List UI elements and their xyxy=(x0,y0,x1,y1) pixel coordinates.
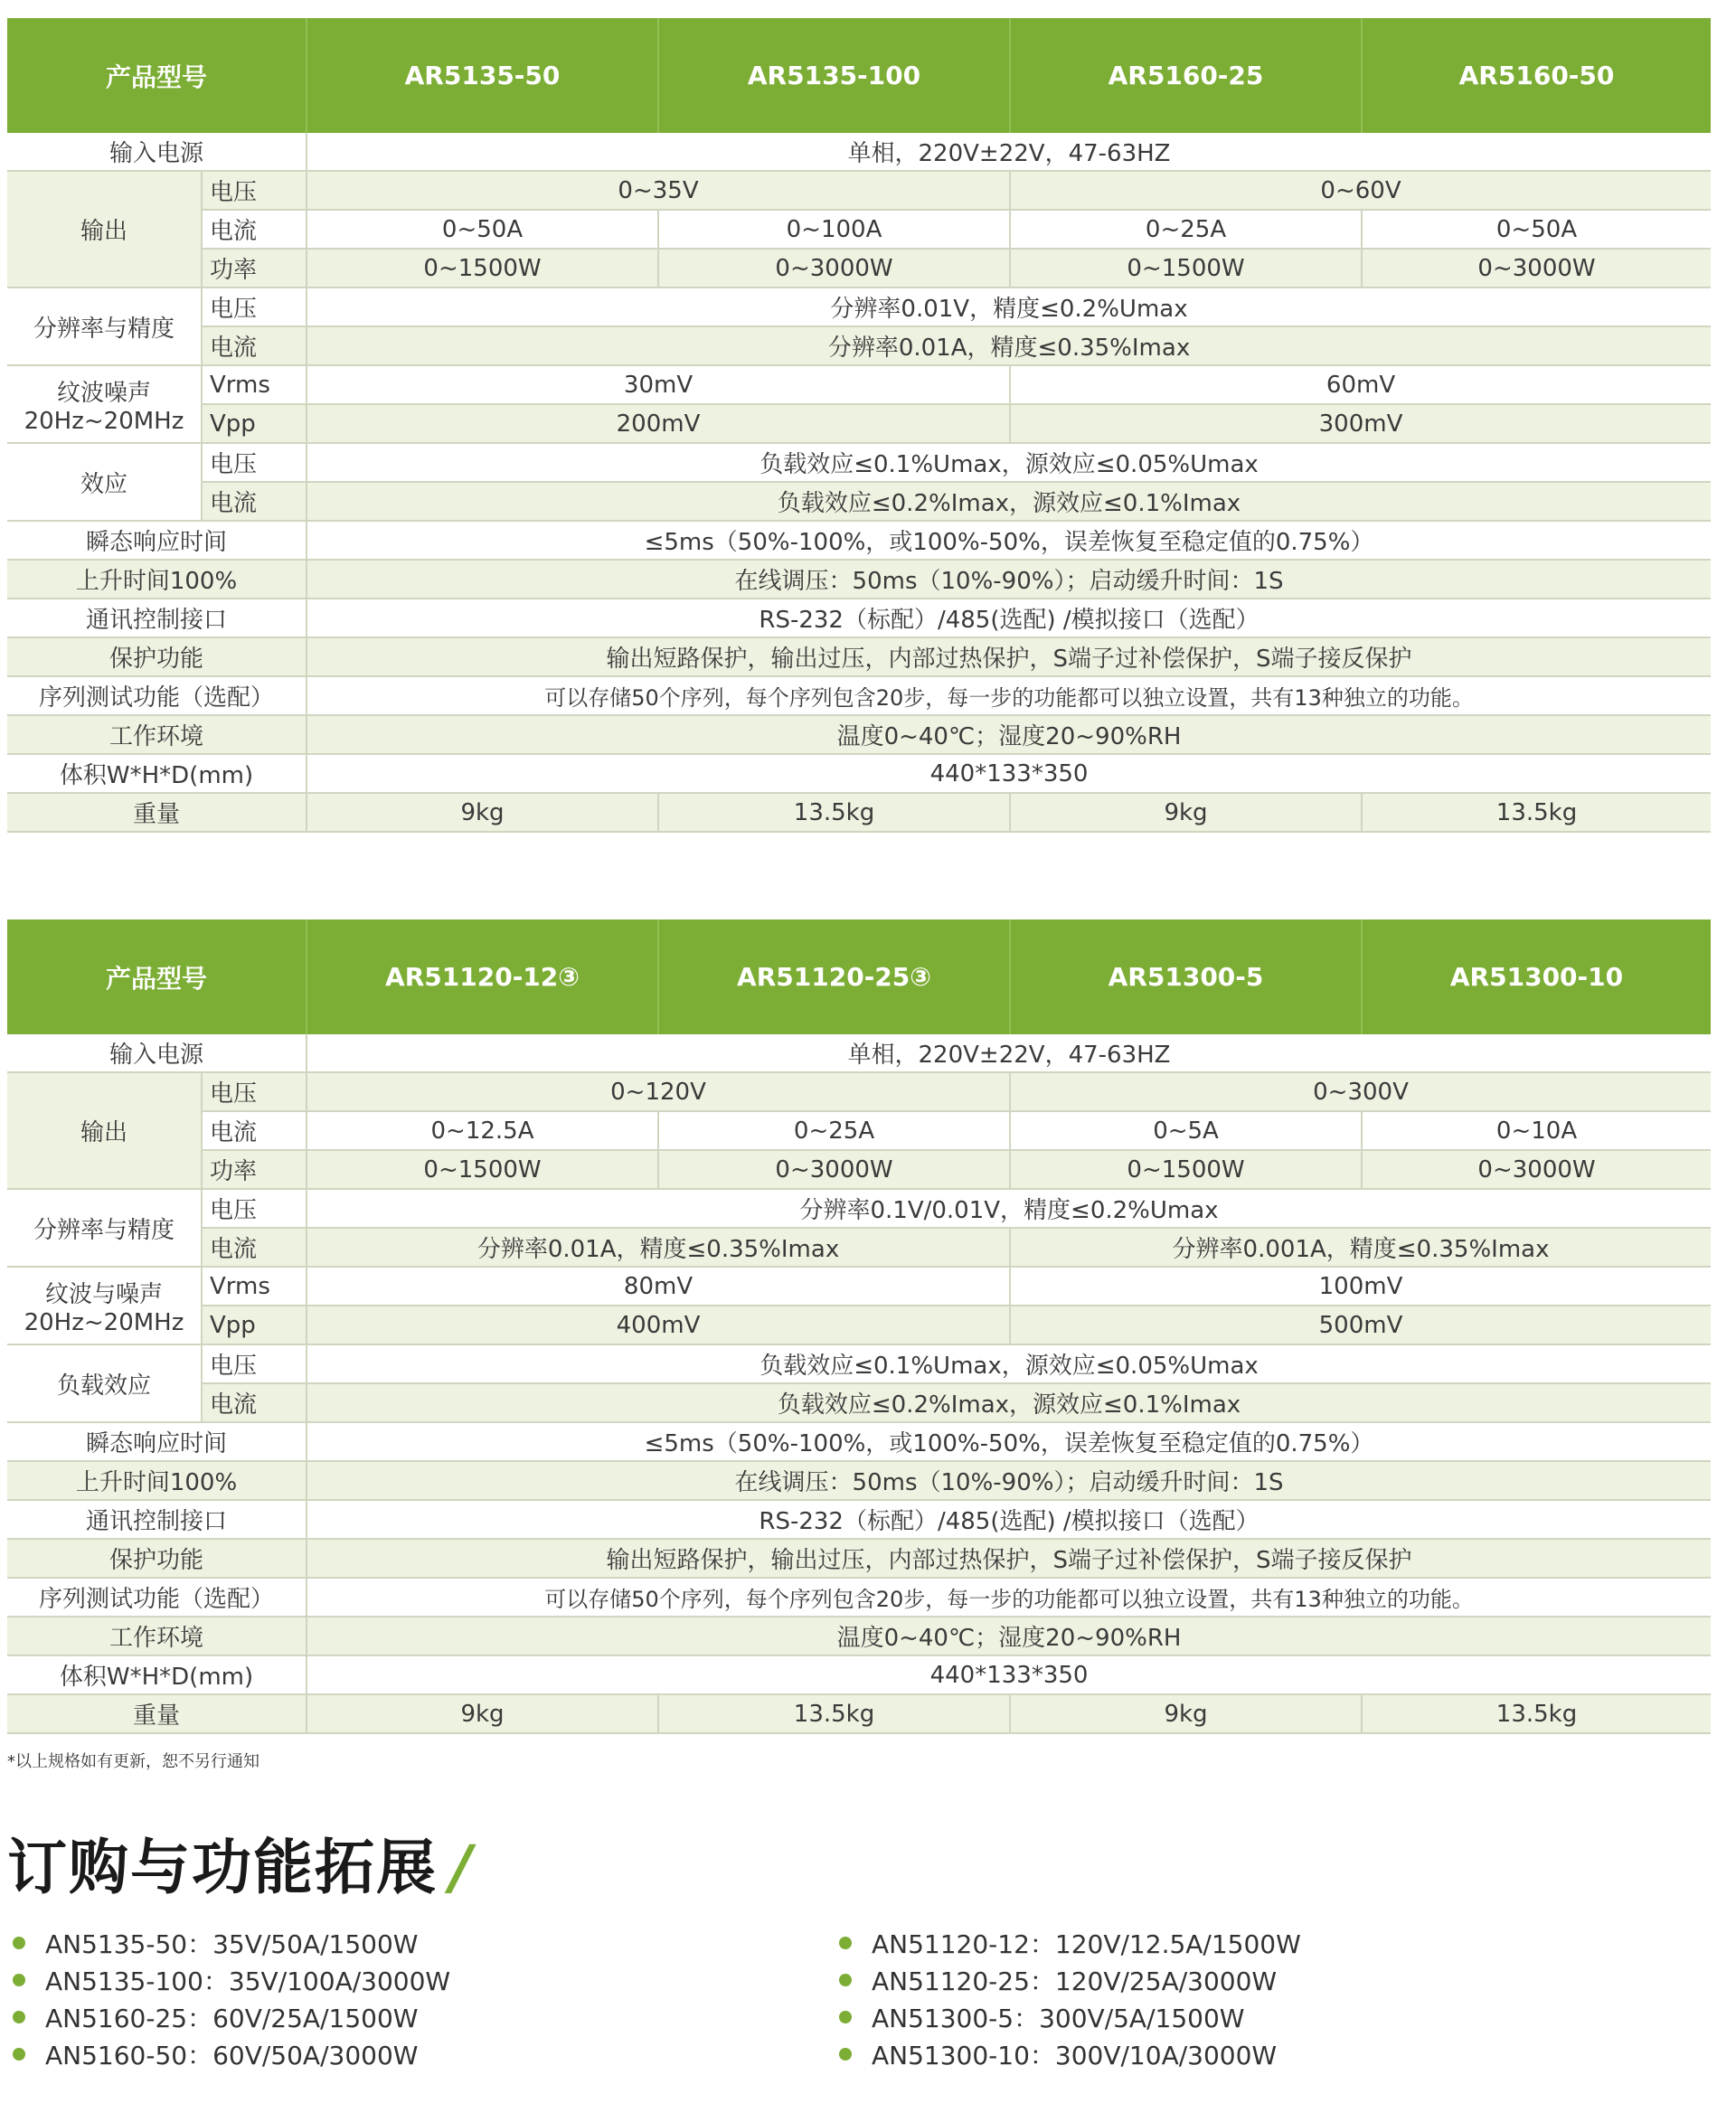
cell-value: 0~25A xyxy=(1010,210,1362,249)
sub-label: 电压 xyxy=(202,1344,307,1383)
effect-voltage-row xyxy=(7,1344,1711,1383)
output-voltage-row xyxy=(7,1072,1711,1111)
output-current-row xyxy=(7,1111,1711,1150)
bullet-icon xyxy=(13,2011,25,2023)
row-label: 输出 xyxy=(7,171,202,288)
cell-value: 9kg xyxy=(1010,793,1362,832)
cell-value: 9kg xyxy=(307,793,658,832)
row-label-line: 20Hz~20MHz xyxy=(24,1308,184,1336)
cell-value: 13.5kg xyxy=(1362,1694,1711,1733)
cell-value: 200mV xyxy=(307,404,1010,443)
row-label: 上升时间100% xyxy=(7,560,307,599)
cell-value: 0~50A xyxy=(307,210,658,249)
list-item-text: AN5160-25：60V/25A/1500W xyxy=(45,2003,419,2033)
row-label-line: 纹波噪声 xyxy=(56,379,151,407)
row-label: 负载效应 xyxy=(7,1344,202,1422)
row-label: 通讯控制接口 xyxy=(7,1500,307,1539)
cell-value: 负载效应≤0.2%Imax，源效应≤0.1%Imax xyxy=(307,482,1711,521)
sub-label: Vrms xyxy=(202,1267,307,1306)
sub-label: Vrms xyxy=(202,365,307,404)
cell-value: 分辨率0.001A，精度≤0.35%Imax xyxy=(1010,1228,1711,1267)
cell-value: ≤5ms（50%-100%，或100%-50%，误差恢复至稳定值的0.75%） xyxy=(307,521,1711,560)
cell-value: 可以存储50个序列，每个序列包含20步，每一步的功能都可以独立设置，共有13种独立的功能。 xyxy=(307,676,1711,715)
cell-value: 0~1500W xyxy=(1010,1150,1362,1189)
resolution-current-row xyxy=(7,326,1711,365)
ripple-vrms-row xyxy=(7,365,1711,404)
ripple-vrms-row xyxy=(7,1267,1711,1306)
cell-value: 分辨率0.01A，精度≤0.35%Imax xyxy=(307,1228,1010,1267)
list-item xyxy=(839,1924,1301,1961)
row-label: 保护功能 xyxy=(7,637,307,676)
row-label xyxy=(7,1267,202,1344)
cell-value: 温度0~40℃；湿度20~90%RH xyxy=(307,715,1711,754)
weight-row xyxy=(7,1694,1711,1733)
model-name: AR5160-50 xyxy=(1362,18,1711,133)
resolution-current-row xyxy=(7,1228,1711,1267)
model-name: AR5135-100 xyxy=(658,18,1010,133)
cell-value: 0~35V xyxy=(307,171,1010,210)
row-label: 重量 xyxy=(7,793,307,832)
spec-table-2 xyxy=(7,919,1711,1734)
output-voltage-row xyxy=(7,171,1711,210)
bullet-icon xyxy=(839,2011,852,2023)
effect-current-row xyxy=(7,1383,1711,1422)
sub-label: 电压 xyxy=(202,288,307,326)
cell-value: 400mV xyxy=(307,1306,1010,1344)
row-label: 重量 xyxy=(7,1694,307,1733)
cell-value: 0~3000W xyxy=(1362,1150,1711,1189)
model-name: AR51300-5 xyxy=(1010,919,1362,1034)
model-name: AR51120-25③ xyxy=(658,919,1010,1034)
list-item-text: AN51120-12：120V/12.5A/1500W xyxy=(872,1929,1301,1959)
cell-value: 0~10A xyxy=(1362,1111,1711,1150)
cell-value: 0~5A xyxy=(1010,1111,1362,1150)
list-item-text: AN51120-25：120V/25A/3000W xyxy=(872,1966,1278,1996)
cell-value: RS-232（标配）/485(选配) /模拟接口（选配） xyxy=(307,599,1711,637)
row-label: 分辨率与精度 xyxy=(7,1189,202,1267)
transient-row xyxy=(7,521,1711,560)
sub-label: 电流 xyxy=(202,210,307,249)
cell-value: 440*133*350 xyxy=(307,754,1711,793)
cell-value: 60mV xyxy=(1010,365,1711,404)
list-item-text: AN5135-100：35V/100A/3000W xyxy=(45,1966,451,1996)
sub-label: 电压 xyxy=(202,1072,307,1111)
weight-row xyxy=(7,793,1711,832)
cell-value: 100mV xyxy=(1010,1267,1711,1306)
cell-value: 负载效应≤0.2%Imax，源效应≤0.1%Imax xyxy=(307,1383,1711,1422)
environment-row xyxy=(7,715,1711,754)
cell-value: 0~60V xyxy=(1010,171,1711,210)
cell-value: 0~1500W xyxy=(1010,249,1362,288)
cell-value: 0~120V xyxy=(307,1072,1010,1111)
cell-value: 输出短路保护，输出过压，内部过热保护，S端子过补偿保护，S端子接反保护 xyxy=(307,1539,1711,1578)
sub-label: 电压 xyxy=(202,171,307,210)
cell-value: 0~100A xyxy=(658,210,1010,249)
cell-value: 0~50A xyxy=(1362,210,1711,249)
model-name: AR5160-25 xyxy=(1010,18,1362,133)
input-power-row xyxy=(7,1034,1711,1072)
sub-label: Vpp xyxy=(202,404,307,443)
cell-value: 300mV xyxy=(1010,404,1711,443)
spec-table-1 xyxy=(7,18,1711,833)
resolution-voltage-row xyxy=(7,288,1711,326)
row-label: 输出 xyxy=(7,1072,202,1189)
row-label: 工作环境 xyxy=(7,1617,307,1655)
row-label: 分辨率与精度 xyxy=(7,288,202,365)
sub-label: 电流 xyxy=(202,482,307,521)
row-label: 上升时间100% xyxy=(7,1461,307,1500)
cell-value: 在线调压：50ms（10%-90%）；启动缓升时间：1S xyxy=(307,560,1711,599)
bullet-icon xyxy=(13,1974,25,1986)
effect-current-row xyxy=(7,482,1711,521)
cell-value: 0~3000W xyxy=(658,249,1010,288)
list-item-text: AN51300-5：300V/5A/1500W xyxy=(872,2003,1245,2033)
header-row xyxy=(7,919,1711,1034)
output-power-row xyxy=(7,1150,1711,1189)
list-item xyxy=(13,1998,450,2035)
input-power-row xyxy=(7,133,1711,171)
bullet-icon xyxy=(839,1974,852,1986)
list-item xyxy=(13,2035,450,2072)
interface-row xyxy=(7,1500,1711,1539)
protection-row xyxy=(7,1539,1711,1578)
cell-value: 可以存储50个序列，每个序列包含20步，每一步的功能都可以独立设置，共有13种独立的功能。 xyxy=(307,1578,1711,1617)
cell-value: 单相，220V±22V，47-63HZ xyxy=(307,133,1711,171)
row-label: 保护功能 xyxy=(7,1539,307,1578)
bullet-icon xyxy=(839,2048,852,2061)
list-item-text: AN51300-10：300V/10A/3000W xyxy=(872,2040,1278,2070)
model-label: 产品型号 xyxy=(7,919,307,1034)
cell-value: 0~3000W xyxy=(1362,249,1711,288)
sub-label: 电流 xyxy=(202,1383,307,1422)
sequence-row xyxy=(7,1578,1711,1617)
transient-row xyxy=(7,1422,1711,1461)
row-label xyxy=(7,365,202,443)
row-label: 工作环境 xyxy=(7,715,307,754)
cell-value: 分辨率0.01V，精度≤0.2%Umax xyxy=(307,288,1711,326)
cell-value: 0~1500W xyxy=(307,249,658,288)
row-label: 输入电源 xyxy=(7,133,307,171)
cell-value: 分辨率0.01A，精度≤0.35%Imax xyxy=(307,326,1711,365)
list-item xyxy=(13,1961,450,1998)
list-item-text: AN5135-50：35V/50A/1500W xyxy=(45,1929,419,1959)
row-label: 通讯控制接口 xyxy=(7,599,307,637)
interface-row xyxy=(7,599,1711,637)
list-item-text: AN5160-50：60V/50A/3000W xyxy=(45,2040,419,2070)
row-label: 序列测试功能（选配） xyxy=(7,1578,307,1617)
row-label: 序列测试功能（选配） xyxy=(7,676,307,715)
cell-value: 9kg xyxy=(307,1694,658,1733)
cell-value: 0~300V xyxy=(1010,1072,1711,1111)
cell-value: 30mV xyxy=(307,365,1010,404)
cell-value: 负载效应≤0.1%Umax，源效应≤0.05%Umax xyxy=(307,1344,1711,1383)
resolution-voltage-row xyxy=(7,1189,1711,1228)
ordering-title xyxy=(7,1819,474,1905)
list-item xyxy=(13,1924,450,1961)
output-current-row xyxy=(7,210,1711,249)
sub-label: 功率 xyxy=(202,249,307,288)
sub-label: 电压 xyxy=(202,443,307,482)
cell-value: 温度0~40℃；湿度20~90%RH xyxy=(307,1617,1711,1655)
cell-value: 80mV xyxy=(307,1267,1010,1306)
model-label: 产品型号 xyxy=(7,18,307,133)
list-item xyxy=(839,1961,1301,1998)
row-label: 体积W*H*D(mm) xyxy=(7,754,307,793)
cell-value: 13.5kg xyxy=(658,1694,1010,1733)
row-label: 瞬态响应时间 xyxy=(7,521,307,560)
bullet-icon xyxy=(13,1937,25,1949)
cell-value: 440*133*350 xyxy=(307,1655,1711,1694)
sequence-row xyxy=(7,676,1711,715)
output-power-row xyxy=(7,249,1711,288)
cell-value: 单相，220V±22V，47-63HZ xyxy=(307,1034,1711,1072)
cell-value: ≤5ms（50%-100%，或100%-50%，误差恢复至稳定值的0.75%） xyxy=(307,1422,1711,1461)
cell-value: 0~25A xyxy=(658,1111,1010,1150)
footnote: *以上规格如有更新，恕不另行通知 xyxy=(7,1752,259,1771)
sub-label: 电流 xyxy=(202,326,307,365)
bullet-icon xyxy=(13,2048,25,2061)
ordering-list-right xyxy=(839,1924,1301,2072)
rise-time-row xyxy=(7,1461,1711,1500)
row-label: 效应 xyxy=(7,443,202,521)
row-label: 瞬态响应时间 xyxy=(7,1422,307,1461)
sub-label: 电压 xyxy=(202,1189,307,1228)
sub-label: 功率 xyxy=(202,1150,307,1189)
list-item xyxy=(839,2035,1301,2072)
ripple-vpp-row xyxy=(7,1306,1711,1344)
cell-value: 0~12.5A xyxy=(307,1111,658,1150)
model-name: AR5135-50 xyxy=(307,18,658,133)
cell-value: 在线调压：50ms（10%-90%）；启动缓升时间：1S xyxy=(307,1461,1711,1500)
row-label-line: 纹波与噪声 xyxy=(44,1280,163,1308)
sub-label: Vpp xyxy=(202,1306,307,1344)
row-label: 输入电源 xyxy=(7,1034,307,1072)
model-name: AR51120-12③ xyxy=(307,919,658,1034)
ordering-list-left xyxy=(13,1924,450,2072)
sub-label: 电流 xyxy=(202,1111,307,1150)
list-item xyxy=(839,1998,1301,2035)
row-label: 体积W*H*D(mm) xyxy=(7,1655,307,1694)
cell-value: 负载效应≤0.1%Umax，源效应≤0.05%Umax xyxy=(307,443,1711,482)
effect-voltage-row xyxy=(7,443,1711,482)
cell-value: 0~3000W xyxy=(658,1150,1010,1189)
cell-value: 分辨率0.1V/0.01V，精度≤0.2%Umax xyxy=(307,1189,1711,1228)
rise-time-row xyxy=(7,560,1711,599)
cell-value: 9kg xyxy=(1010,1694,1362,1733)
bullet-icon xyxy=(839,1937,852,1949)
volume-row xyxy=(7,754,1711,793)
model-name: AR51300-10 xyxy=(1362,919,1711,1034)
cell-value: RS-232（标配）/485(选配) /模拟接口（选配） xyxy=(307,1500,1711,1539)
sub-label: 电流 xyxy=(202,1228,307,1267)
ripple-vpp-row xyxy=(7,404,1711,443)
protection-row xyxy=(7,637,1711,676)
cell-value: 输出短路保护，输出过压，内部过热保护，S端子过补偿保护，S端子接反保护 xyxy=(307,637,1711,676)
row-label-line: 20Hz~20MHz xyxy=(24,407,184,435)
title-slash-accent: / xyxy=(450,1833,475,1902)
cell-value: 13.5kg xyxy=(1362,793,1711,832)
volume-row xyxy=(7,1655,1711,1694)
cell-value: 13.5kg xyxy=(658,793,1010,832)
ordering-title-text: 订购与功能拓展 xyxy=(7,1833,438,1902)
cell-value: 0~1500W xyxy=(307,1150,658,1189)
header-row xyxy=(7,18,1711,133)
cell-value: 500mV xyxy=(1010,1306,1711,1344)
environment-row xyxy=(7,1617,1711,1655)
